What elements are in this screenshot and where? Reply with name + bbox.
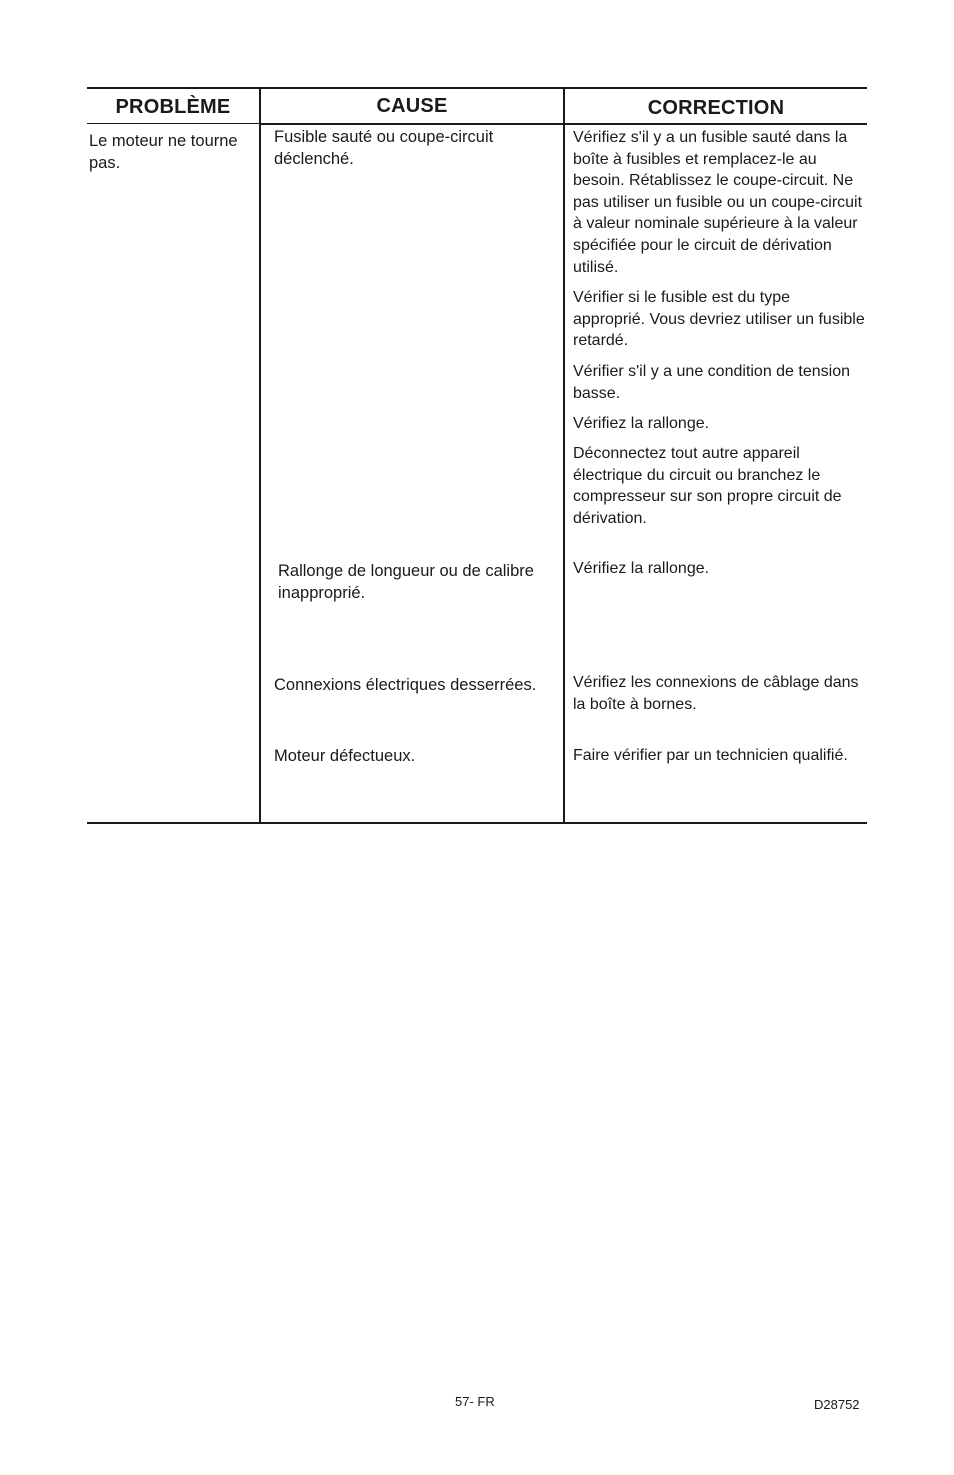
page-number: 57- FR [455, 1394, 495, 1409]
column-divider-2 [563, 89, 565, 822]
header-problem: PROBLÈME [115, 96, 231, 118]
cause-extension-cord: Rallonge de longueur ou de calibre inapproprié. [278, 562, 534, 602]
header-divider [259, 123, 867, 125]
problem-text: Le moteur ne tourne pas. [89, 132, 238, 172]
correction-wiring: Vérifiez les connexions de câblage dans la boîte à bornes. [573, 674, 859, 713]
correction-disconnect-appliances: Déconnectez tout autre appareil électrique du circuit ou branchez le compresseur sur son propre circuit de dérivation. [573, 445, 842, 527]
correction-low-voltage: Vérifier s'il y a une condition de tension basse. [573, 363, 850, 402]
correction-extension-cord-2: Vérifiez la rallonge. [573, 560, 710, 577]
header-divider-left [87, 123, 259, 124]
cause-loose-connections: Connexions électriques desserrées. [274, 676, 537, 694]
correction-fuse-type: Vérifier si le fusible est du type approprié. Vous devriez utiliser un fusible retardé. [573, 289, 865, 350]
column-divider-1 [259, 89, 261, 822]
header-correction: CORRECTION [647, 97, 785, 119]
correction-technician: Faire vérifier par un technicien qualifié. [573, 747, 848, 764]
correction-fuse-check: Vérifiez s'il y a un fusible sauté dans la boîte à fusibles et remplacez-le au besoin. Rétablissez le coupe-circuit. Ne pas utiliser un fusible ou un coupe-circuit à valeur nominale supérieure à la valeur spécifiée pour le circuit de dérivation utilisé. [573, 129, 863, 276]
document-code: D28752 [814, 1397, 860, 1412]
cause-defective-motor: Moteur défectueux. [274, 747, 416, 765]
header-cause: CAUSE [376, 95, 448, 117]
correction-extension-cord-1: Vérifiez la rallonge. [573, 415, 710, 432]
cause-fuse: Fusible sauté ou coupe-circuit déclenché. [274, 128, 494, 168]
troubleshooting-table [87, 87, 867, 824]
